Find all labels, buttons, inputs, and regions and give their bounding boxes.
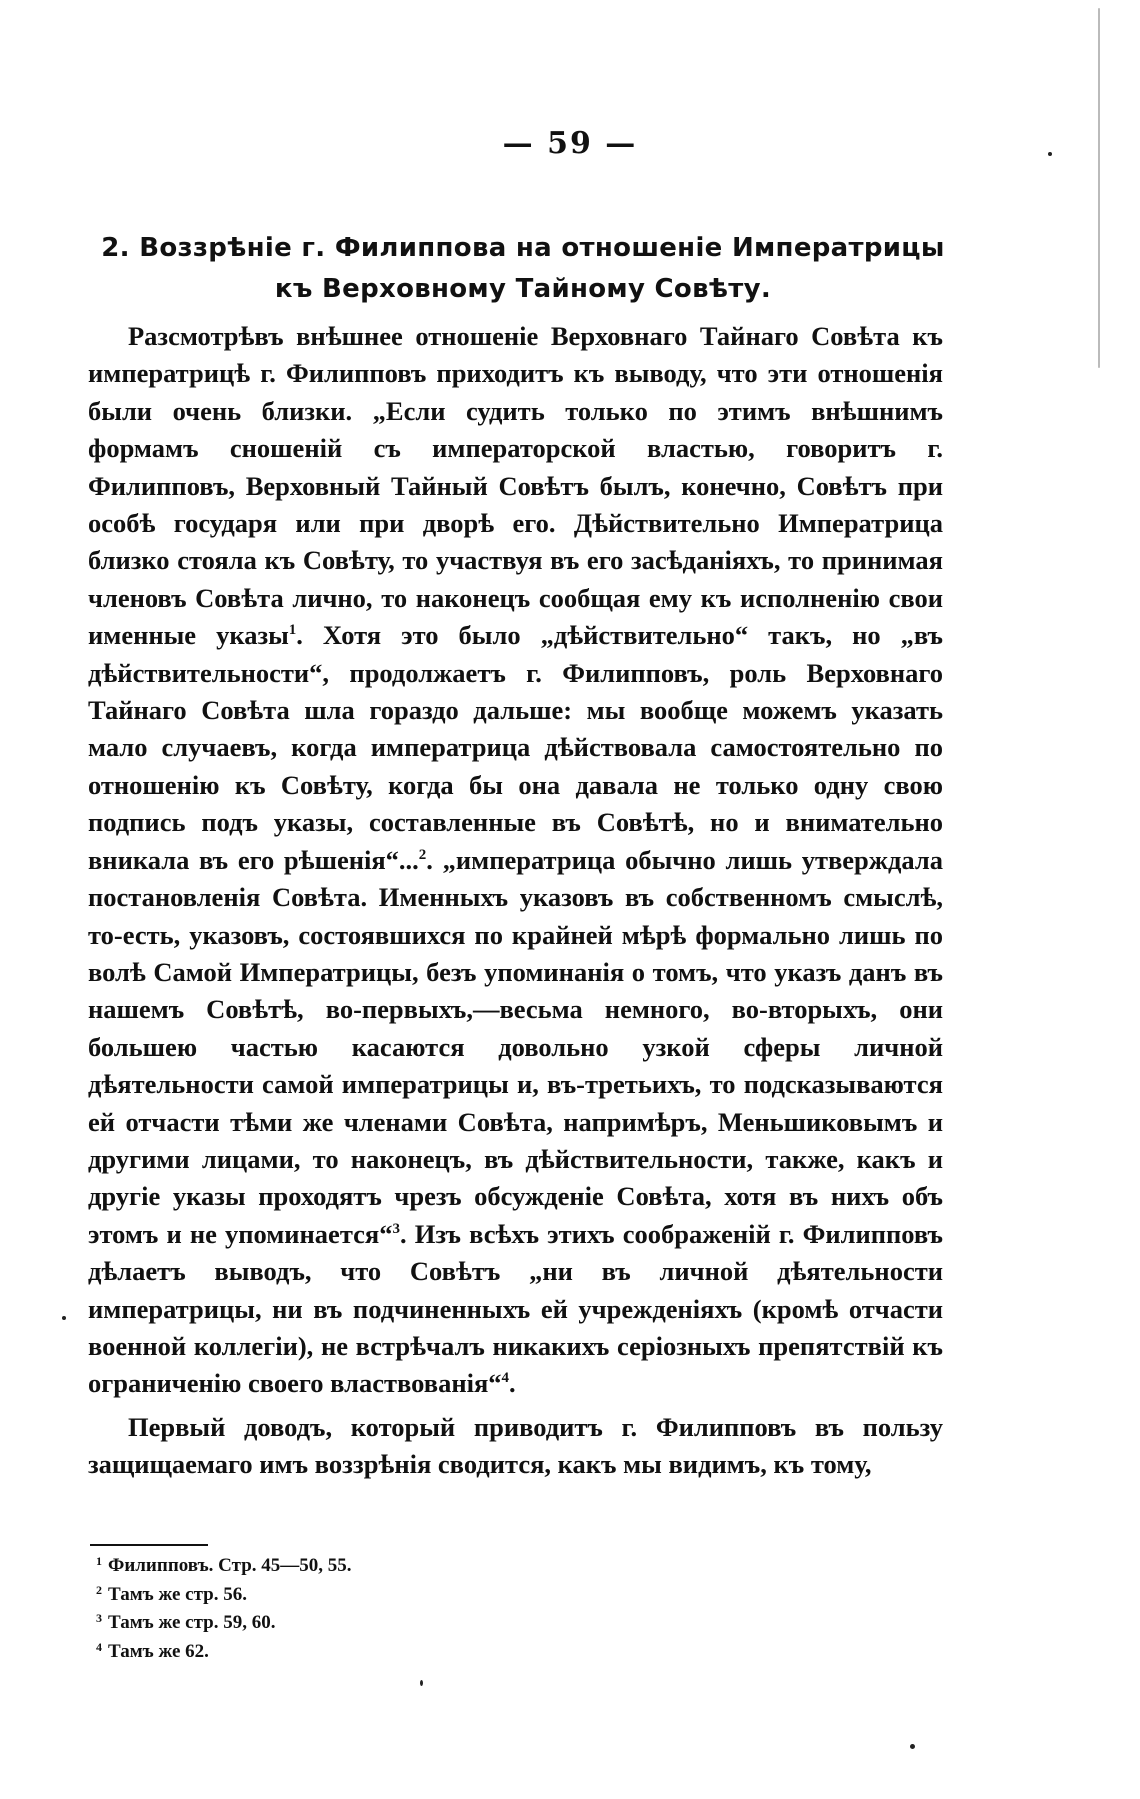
footnote-text: Тамъ же стр. 56. [108, 1583, 247, 1605]
footnote-4 [96, 1638, 696, 1667]
footnote-mark: 4 [96, 1639, 102, 1654]
footnote-text: Тамъ же 62. [108, 1640, 209, 1662]
text-run: . Изъ всѣхъ этихъ соображеній г. Филипповъ дѣлаетъ выводъ, что Совѣтъ „ни въ личной дѣятельности императрицы, ни въ подчиненныхъ ей учрежденіяхъ (кромѣ отчасти военной коллегіи), не встрѣчалъ никакихъ серіозныхъ препятствій къ ограниченію своего властвованія“ [88, 1218, 943, 1399]
footnote-mark: 3 [96, 1611, 102, 1625]
footnote-ref-1: 1 [288, 622, 297, 639]
footnote-text: Тамъ же стр. 59, 60. [108, 1612, 276, 1633]
text-run: Первый доводъ, который приводитъ г. Филипповъ въ пользу защищаемаго имъ воззрѣнія сводится, какъ мы видимъ, къ тому, [88, 1411, 943, 1480]
text-run: . „императрица обычно лишь утверждала постановленія Совѣта. Именныхъ указовъ въ собственномъ смыслѣ, то-есть, указовъ, состоявшихся по крайней мѣрѣ формально лишь по волѣ Самой Императрицы, безъ упоминанія о томъ, что указъ данъ въ нашемъ Совѣтѣ, во-первыхъ,—весьма немного, во-вторыхъ, они большею частью касаются довольно узкой сферы личной дѣятельности самой императрицы и, въ-третьихъ, то подсказываются ей отчасти тѣми же членами Совѣта, напримѣръ, Меньшиковымъ и другими лицами, то наконецъ, въ дѣйствительности, также, какъ и другіе указы проходятъ чрезъ обсужденіе Совѣта, хотя въ нихъ объ этомъ и не упоминается“ [88, 844, 943, 1249]
section-heading: 2. Воззрѣніе г. Филиппова на отношеніе Императрицы къ Верховному Тайному Совѣту. [101, 233, 945, 304]
text-run: Разсмотрѣвъ внѣшнее отношеніе Верховнаго Тайнаго Совѣта къ императрицѣ г. Филипповъ приходитъ къ выводу, что эти отношенія были очень близки. „Если судить только по этимъ внѣшнимъ формамъ сношеній съ императорской властью, говоритъ г. Филипповъ, Верховный Тайный Совѣтъ былъ, конечно, Совѣтъ при особѣ государя или при дворѣ его. Дѣйствительно Императрица близко стояла къ Совѣту, то участвуя въ его засѣданіяхъ, то принимая членовъ Совѣта лично, то наконецъ сообщая ему къ исполненію свои именные указы [88, 321, 943, 651]
footnote-mark: 1 [96, 1554, 102, 1568]
footnotes [96, 1552, 696, 1666]
body-text [88, 318, 943, 1484]
scan-speck [1098, 8, 1100, 368]
page-number: — 59 — [502, 126, 638, 161]
footnote-ref-2: 2 [418, 846, 427, 863]
footnote-3 [96, 1609, 696, 1638]
footnote-text: Филипповъ. Стр. 45—50, 55. [108, 1555, 352, 1576]
footnote-ref-4: 4 [501, 1370, 510, 1387]
paragraph-1 [88, 318, 943, 1403]
scan-speck [62, 1316, 66, 1320]
scan-speck [420, 1680, 423, 1686]
footnote-mark: 2 [96, 1582, 102, 1597]
paragraph-2 [88, 1409, 943, 1484]
footnote-divider [90, 1544, 208, 1546]
footnote-ref-3: 3 [392, 1220, 401, 1237]
footnote-2 [96, 1581, 696, 1610]
footnote-1 [96, 1552, 696, 1581]
scan-speck [1048, 152, 1052, 156]
text-run: . Хотя это было „дѣйствительно“ такъ, но „въ дѣйствительности“, продолжаетъ г. Филипповъ, роль Верховнаго Тайнаго Совѣта шла гораздо дальше: мы вообще можемъ указать мало случаевъ, когда императрица дѣйствовала самостоятельно по отношенію къ Совѣту, когда бы она давала не только одну свою подпись подъ указы, составленные въ Совѣтѣ, но и внимательно вникала въ его рѣшенія“... [88, 620, 943, 875]
text-run: . [509, 1368, 516, 1399]
scan-speck [910, 1744, 915, 1749]
